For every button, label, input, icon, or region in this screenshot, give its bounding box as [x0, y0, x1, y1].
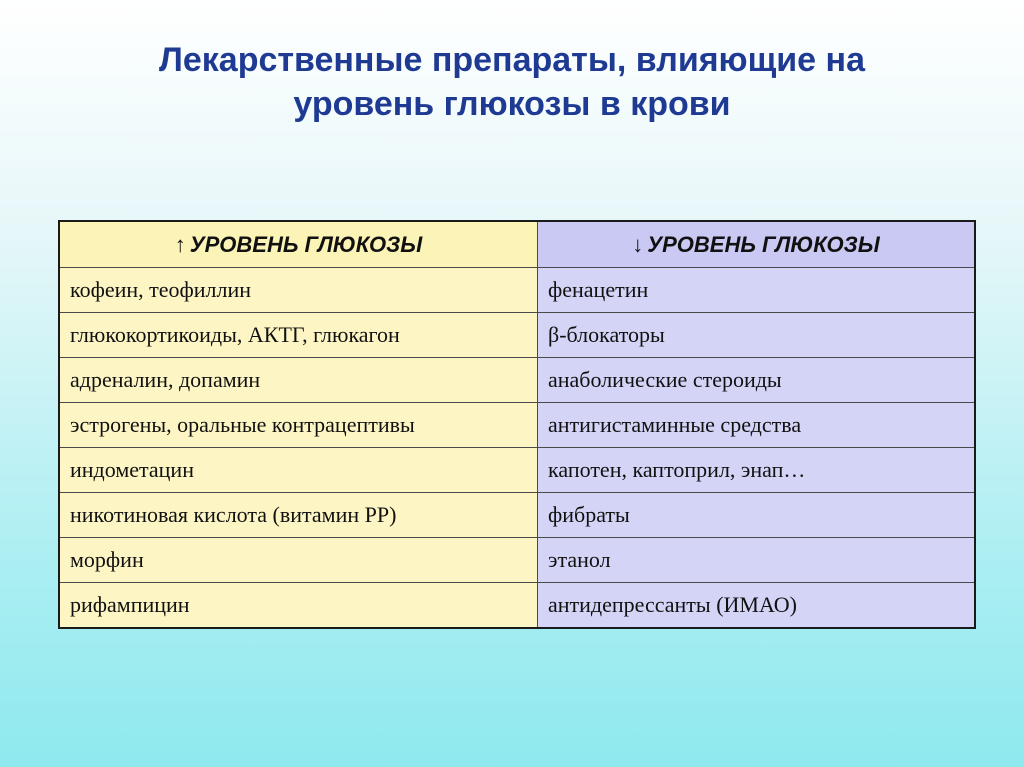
glucose-drugs-table: [58, 220, 976, 629]
decrease-drug-cell: капотен, каптоприл, энап…: [538, 448, 976, 493]
slide-title-line-1: Лекарственные препараты, влияющие на: [159, 41, 865, 79]
table-row: [59, 313, 975, 358]
table-row: [59, 538, 975, 583]
header-increase-glucose: [59, 221, 538, 268]
slide-title: [0, 38, 1024, 126]
arrow-up-icon: ↑: [174, 231, 186, 257]
increase-drug-cell: адреналин, допамин: [59, 358, 538, 403]
slide-title-line-2: уровень глюкозы в крови: [293, 85, 731, 123]
decrease-drug-cell: фенацетин: [538, 268, 976, 313]
decrease-drug-cell: фибраты: [538, 493, 976, 538]
increase-drug-cell: кофеин, теофиллин: [59, 268, 538, 313]
increase-drug-cell: индометацин: [59, 448, 538, 493]
decrease-drug-cell: антигистаминные средства: [538, 403, 976, 448]
header-label: УРОВЕНЬ ГЛЮКОЗЫ: [189, 231, 423, 257]
increase-drug-cell: глюкокортикоиды, АКТГ, глюкагон: [59, 313, 538, 358]
header-decrease-glucose: [538, 221, 976, 268]
table-row: [59, 358, 975, 403]
table-row: [59, 403, 975, 448]
decrease-drug-cell: анаболические стероиды: [538, 358, 976, 403]
decrease-drug-cell: β-блокаторы: [538, 313, 976, 358]
header-label: УРОВЕНЬ ГЛЮКОЗЫ: [647, 231, 880, 257]
decrease-drug-cell: этанол: [538, 538, 976, 583]
table-row: [59, 493, 975, 538]
decrease-drug-cell: антидепрессанты (ИМАО): [538, 583, 976, 629]
increase-drug-cell: морфин: [59, 538, 538, 583]
table-row: [59, 268, 975, 313]
table-header-row: [59, 221, 975, 268]
table-row: [59, 583, 975, 629]
increase-drug-cell: рифампицин: [59, 583, 538, 629]
table-row: [59, 448, 975, 493]
increase-drug-cell: эстрогены, оральные контрацептивы: [59, 403, 538, 448]
arrow-down-icon: ↓: [632, 231, 644, 257]
increase-drug-cell: никотиновая кислота (витамин РР): [59, 493, 538, 538]
